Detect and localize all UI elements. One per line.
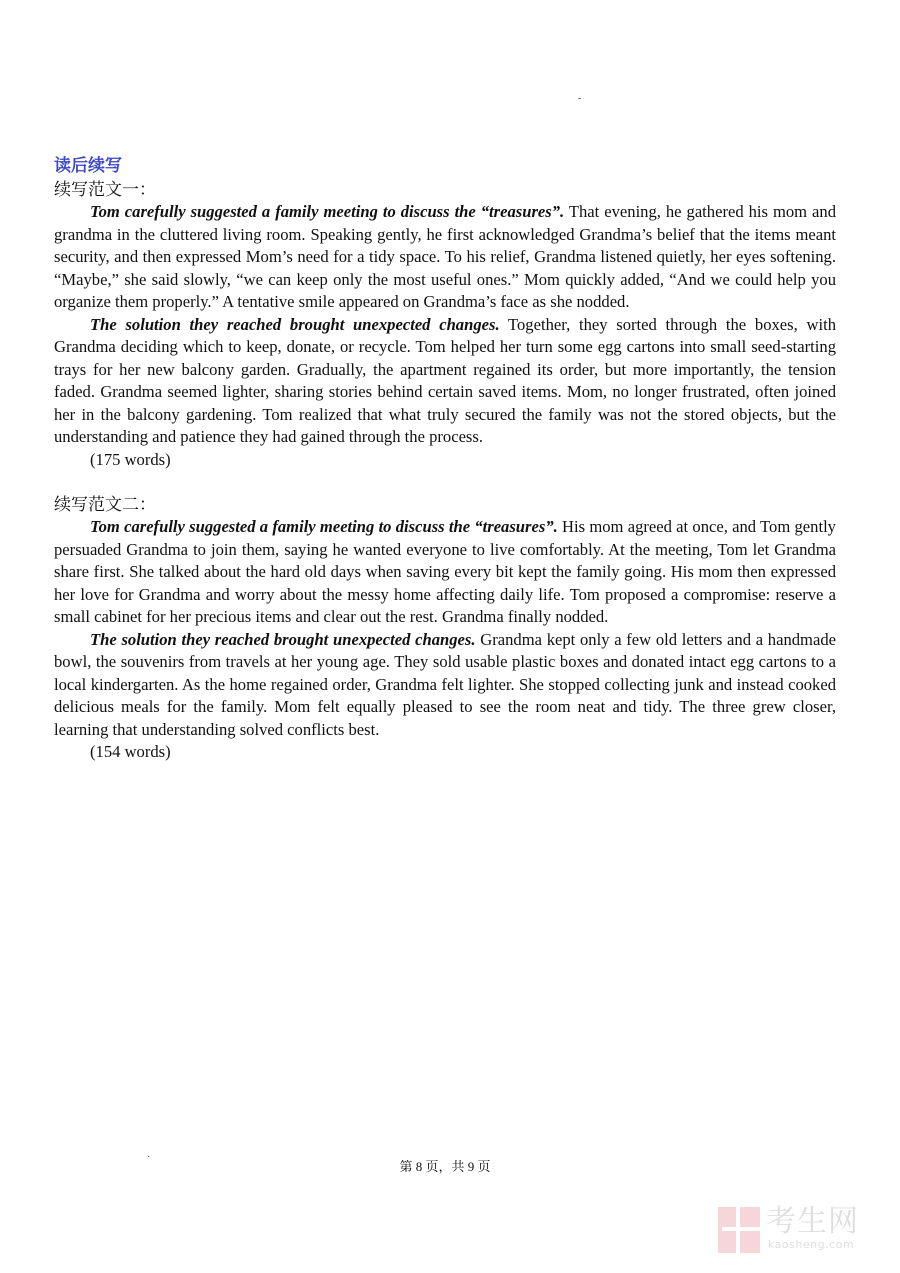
document-content (54, 154, 836, 764)
page-number: 第 8 页，共 9 页 (399, 1159, 491, 1174)
section-gap (54, 471, 836, 493)
paragraph-body: Together, they sorted through the boxes, with Grandma deciding which to keep, donate, or recycle. Tom helped her turn some egg cartons into small seed-starting trays for her new balcony garden. Gradually, the apartment regained its order, but more importantly, the tension faded. Grandma seemed lighter, sharing stories behind certain saved items. Mom, no longer frustrated, often joined her in the balcony gardening. Tom realized that what truly secured the family was not the stored objects, but the understanding and patience they had gained through the process. (54, 314, 836, 446)
paragraph-lead-sentence: The solution they reached brought unexpected changes. (90, 629, 476, 649)
essay-2 (54, 493, 836, 764)
essay-paragraph (54, 314, 836, 449)
paragraph-lead-sentence: The solution they reached brought unexpected changes. (90, 314, 500, 334)
word-count: (175 words) (90, 449, 171, 469)
essay-paragraph (54, 516, 836, 629)
watermark-logo (716, 1205, 886, 1257)
paragraph-lead-sentence: Tom carefully suggested a family meeting to discuss the “treasures”. (90, 202, 565, 221)
paragraph-body: That evening, he gathered his mom and grandma in the cluttered living room. Speaking gently, he first acknowledged Grandma’s belief that the items meant security, and then expressed Mom’s need for a tidy space. To his relief, Grandma listened quietly, her eyes softening. “Maybe,” she said slowly, “we can keep only the most useful ones.” Mom quickly added, “And we could help you organize them properly.” A tentative smile appeared on Grandma’s face as she nodded. (54, 202, 836, 311)
watermark-logo-icon (716, 1205, 762, 1255)
essay-paragraph (54, 629, 836, 742)
footer-mark: · (147, 1152, 151, 1163)
paragraph-body: His mom agreed at once, and Tom gently persuaded Grandma to join them, saying he wanted everyone to live comfortably. At the meeting, Tom let Grandma share first. She talked about the hard old days when saving every bit kept the family going. His mom then expressed her love for Grandma and worry about the messy home affecting daily life. Tom proposed a compromise: reserve a small cabinet for her precious items and clear out the rest. Grandma finally nodded. (54, 517, 836, 626)
paragraph-lead-sentence: Tom carefully suggested a family meeting to discuss the “treasures”. (90, 517, 558, 536)
section-title: 读后续写 (54, 156, 122, 175)
essay-label: 续写范文一： (54, 180, 156, 199)
essay-1 (54, 178, 836, 471)
essay-label: 续写范文二： (54, 495, 156, 514)
header-mark: - (578, 93, 582, 104)
essay-paragraph (54, 201, 836, 314)
watermark-brand-cn: 考生网 (766, 1204, 859, 1239)
word-count: (154 words) (90, 742, 171, 761)
paragraph-body: Grandma kept only a few old letters and a handmade bowl, the souvenirs from travels at her young age. They sold usable plastic boxes and donated intact egg cartons to a local kindergarten. As the home regained order, Grandma felt lighter. She stopped collecting junk and instead cooked delicious meals for the family. Mom felt equally pleased to see the room neat and tidy. The three grew closer, learning that understanding solved conflicts best. (54, 629, 836, 739)
watermark-brand-en: kaosheng.com (768, 1238, 855, 1251)
